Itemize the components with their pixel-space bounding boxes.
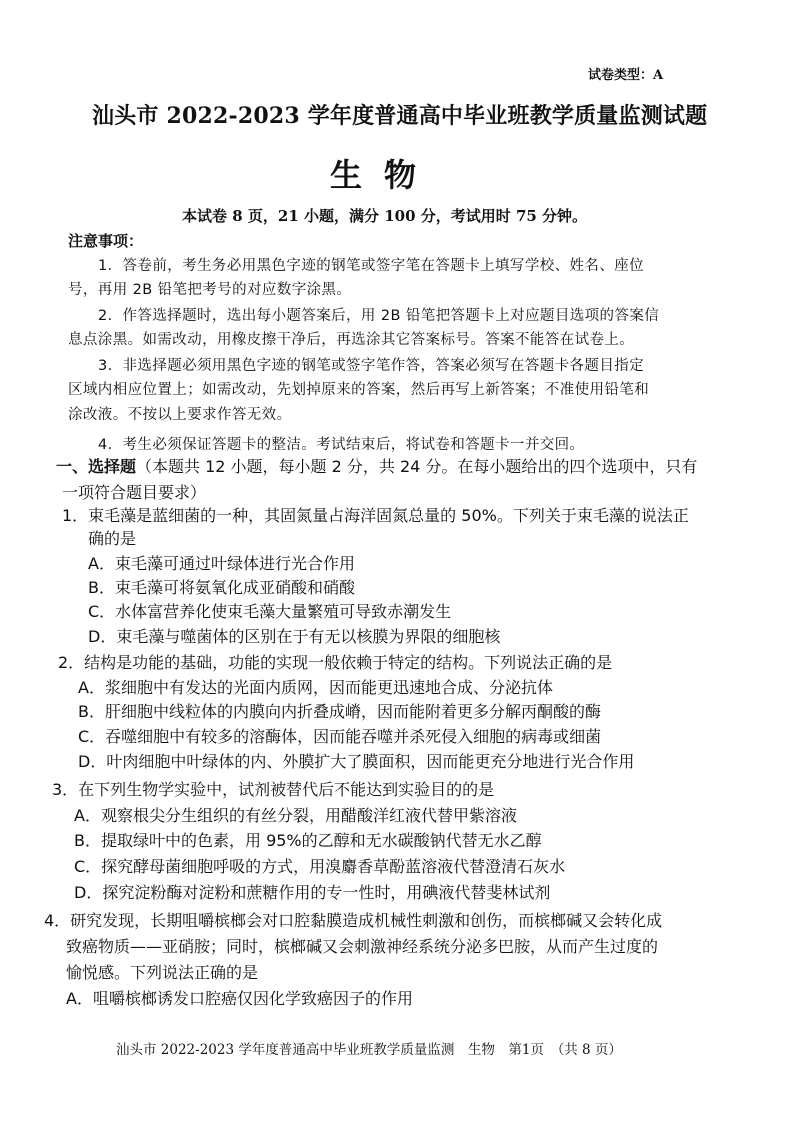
question-option: A．束毛藻可通过叶绿体进行光合作用 [88,554,355,573]
section-description: （本题共 12 小题，每小题 2 分，共 24 分。在每小题给出的四个选项中，只有 [136,457,698,476]
question-option: C．吞噬细胞中有较多的溶酶体，因而能吞噬并杀死侵入细胞的病毒或细菌 [78,727,602,746]
section-heading [56,454,697,477]
section-label: 一、选择题 [56,457,137,476]
question-stem-cont: 愉悦感。下列说法正确的是 [66,963,259,982]
question-option: B．束毛藻可将氨氧化成亚硝酸和硝酸 [88,578,355,597]
notice-line: 号，再用 2B 铅笔把考号的对应数字涂黑。 [68,282,352,298]
question-stem-cont: 确的是 [88,529,137,548]
notice-line: 息点涂黑。如需改动，用橡皮擦干净后，再选涂其它答案标号。答案不能答在试卷上。 [68,332,635,348]
question-stem: 2．结构是功能的基础，功能的实现一般依赖于特定的结构。下列说法正确的是 [58,653,613,672]
question-stem-cont: 致癌物质——亚硝胺；同时，槟榔碱又会刺激神经系统分泌多巴胺，从而产生过度的 [66,937,659,956]
question-option: D．束毛藻与噬菌体的区别在于有无以核膜为界限的细胞核 [88,627,501,646]
question-option: B．提取绿叶中的色素，用 95%的乙醇和无水碳酸钠代替无水乙醇 [74,831,542,850]
notice-line: 2．作答选择题时，选出每小题答案后，用 2B 铅笔把答题卡上对应题目选项的答案信 [98,308,660,324]
question-option: A．观察根尖分生组织的有丝分裂，用醋酸洋红液代替甲紫溶液 [74,806,517,825]
notice-line: 区域内相应位置上；如需改动，先划掉原来的答案，然后再写上新答案；不准使用铅笔和 [68,382,650,398]
exam-title: 汕头市 2022-2023 学年度普通高中毕业班教学质量监测试题 [92,103,708,129]
notice-line: 1．答卷前，考生务必用黑色字迹的钢笔或签字笔在答题卡上填写学校、姓名、座位 [98,258,645,274]
question-option: D．叶肉细胞中叶绿体的内、外膜扩大了膜面积，因而能更充分地进行光合作用 [78,752,635,771]
notice-line: 4．考生必须保证答题卡的整洁。考试结束后，将试卷和答题卡一并交回。 [98,437,585,453]
question-option: A．咀嚼槟榔诱发口腔癌仅因化学致癌因子的作用 [66,989,413,1008]
question-stem: 1．束毛藻是蓝细菌的一种，其固氮量占海洋固氮总量的 50%。下列关于束毛藻的说法正 [62,506,689,525]
notice-heading: 注意事项： [68,232,144,250]
section-description-cont: 一项符合题目要求） [62,483,207,502]
question-option: C．探究酵母菌细胞呼吸的方式，用溴麝香草酚蓝溶液代替澄清石灰水 [74,857,566,876]
question-option: D．探究淀粉酶对淀粉和蔗糖作用的专一性时，用碘液代替斐林试剂 [74,883,551,902]
question-stem: 3．在下列生物学实验中，试剂被替代后不能达到实验目的的是 [52,780,495,799]
question-option: B．肝细胞中线粒体的内膜向内折叠成嵴，因而能附着更多分解丙酮酸的酶 [78,702,601,721]
exam-info: 本试卷 8 页，21 小题，满分 100 分，考试用时 75 分钟。 [182,207,588,225]
notice-line: 涂改液。不按以上要求作答无效。 [68,407,292,423]
page-footer: 汕头市 2022-2023 学年度普通高中毕业班教学质量监测 生物 第1页 （共 8 页） [116,1042,622,1058]
question-option: A．浆细胞中有发达的光面内质网，因而能更迅速地合成、分泌抗体 [78,678,553,697]
paper-type-label: 试卷类型：A [588,68,664,83]
notice-line: 3．非选择题必须用黑色字迹的钢笔或签字笔作答，答案必须写在答题卡各题目指定 [98,358,645,374]
question-stem: 4．研究发现，长期咀嚼槟榔会对口腔黏膜造成机械性刺激和创伤，而槟榔碱又会转化成 [44,911,663,930]
subject-title: 生物 [330,156,439,194]
question-option: C．水体富营养化使束毛藻大量繁殖可导致赤潮发生 [88,602,452,621]
